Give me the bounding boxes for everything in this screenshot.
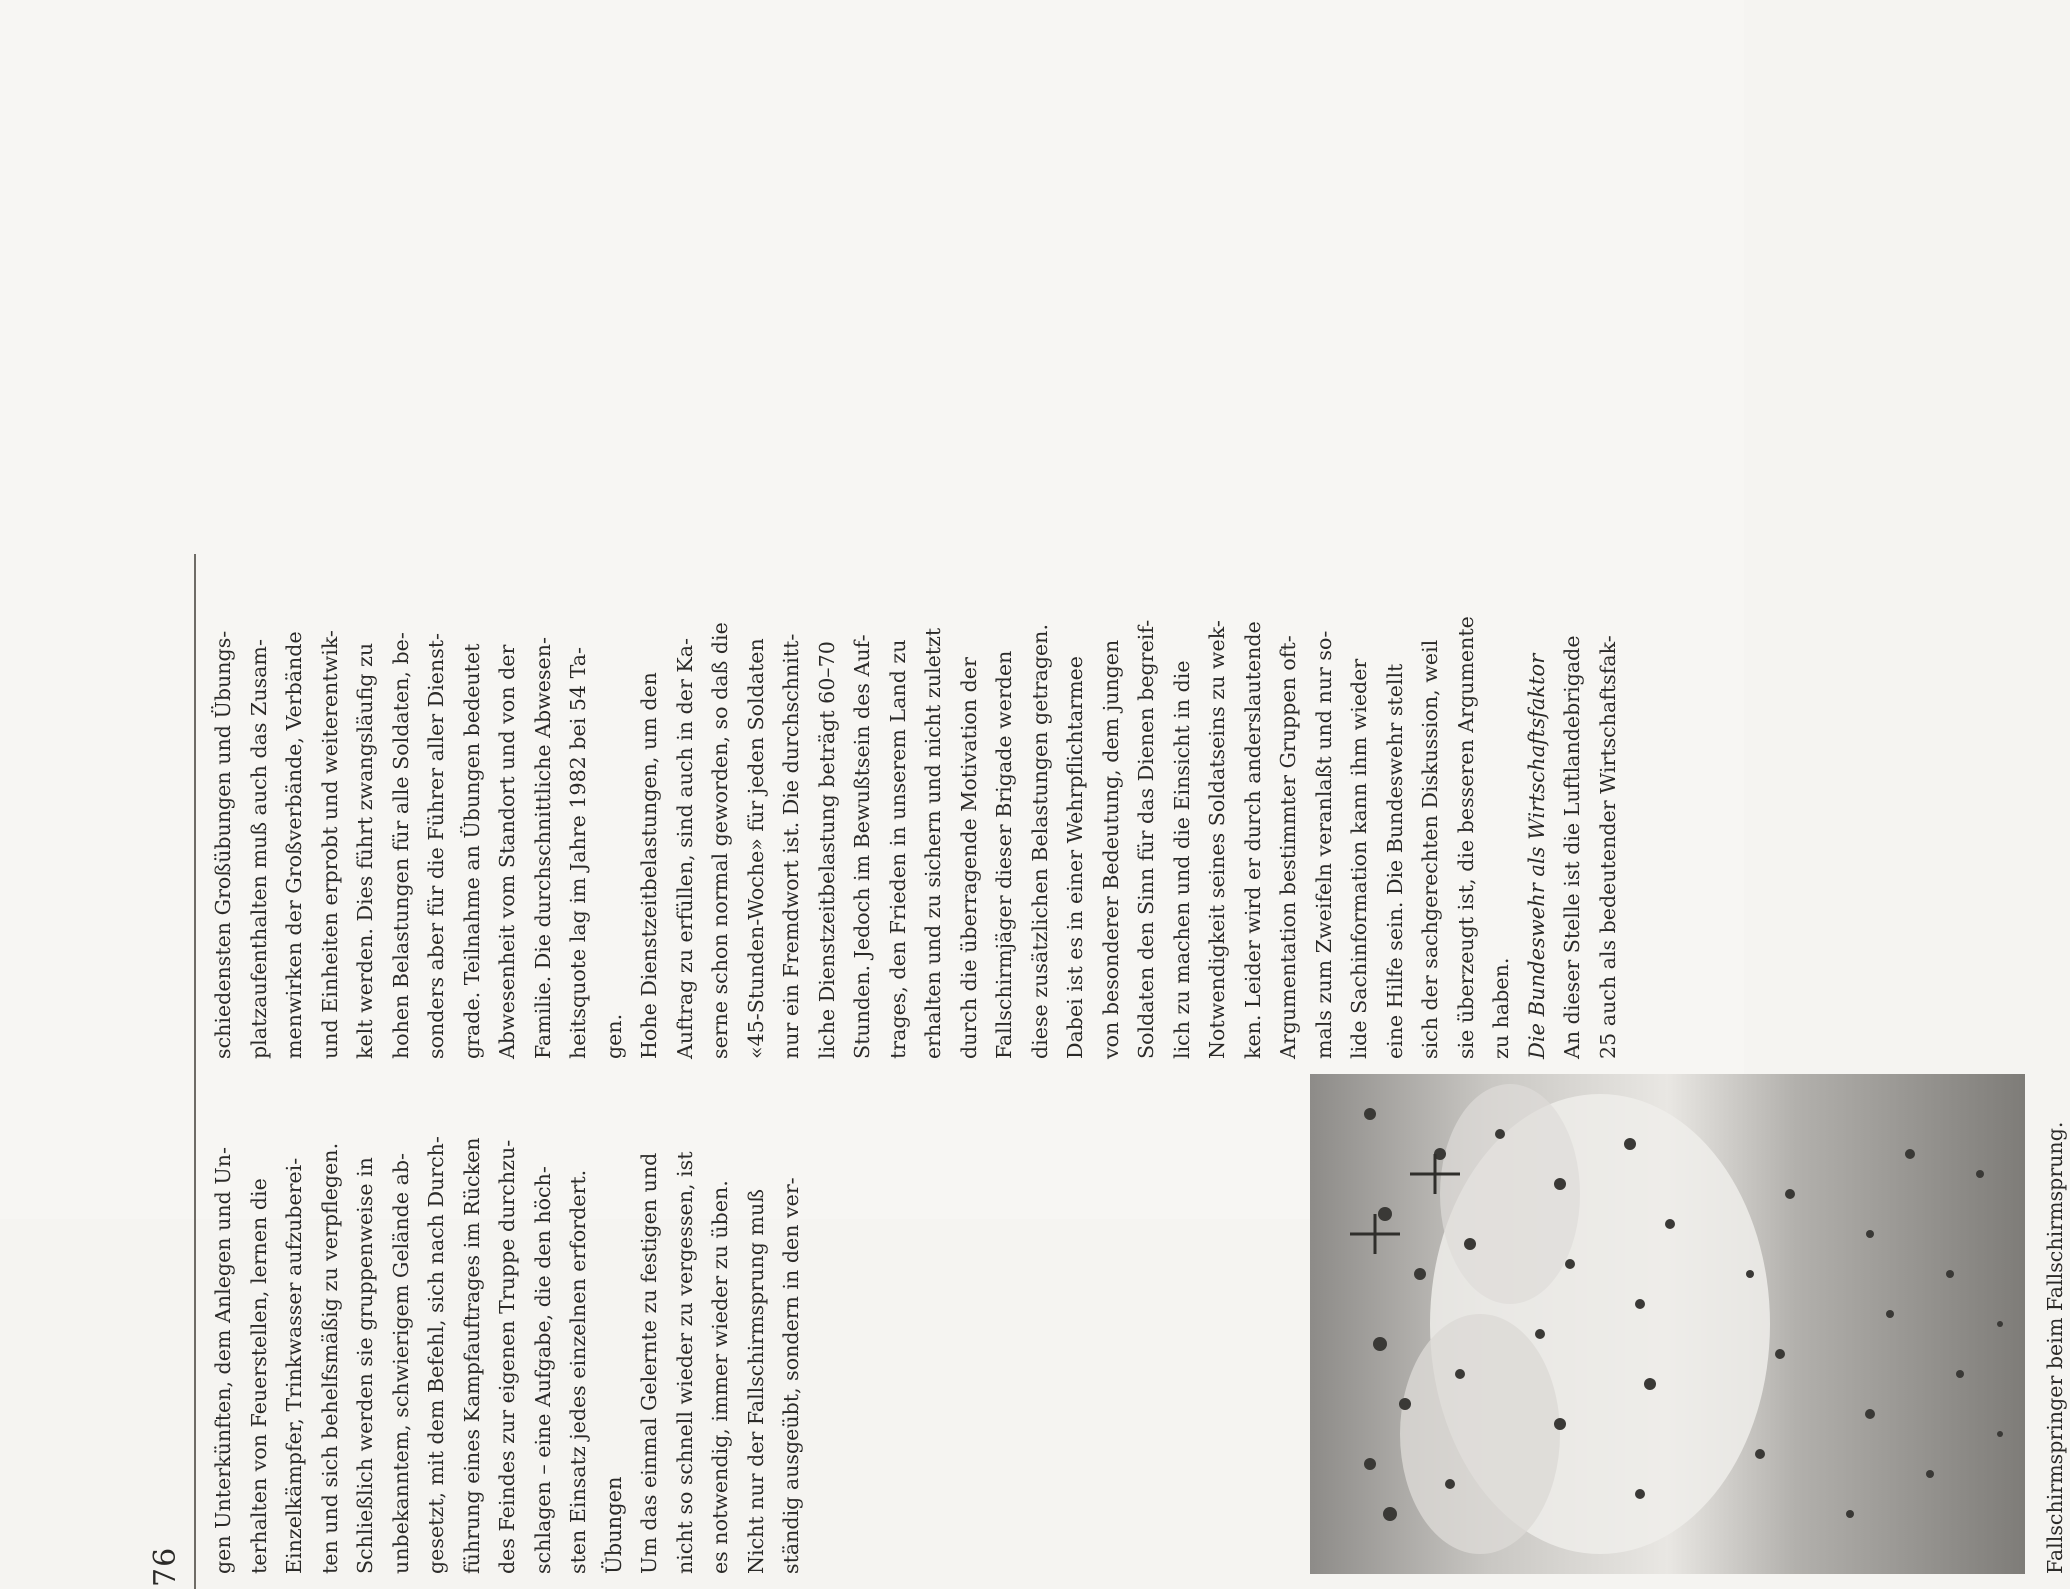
book-page — [148, 529, 2067, 1589]
right-paragraph-absence: schiedensten Großübungen und Übungs- platzaufenthalten muß auch das Zusam- menwirken der Großverbände, Verbände und Einheiten erprobt und weiterentwik- kelt werden. Dies führt zwangsläufig zu hohen Belastungen für alle Soldaten, be- sonders aber für die Führer aller Dienst- grade. Teilnahme an Übungen bedeutet Abwesenheit vom Standort und von der Familie. Die durchschnittliche Abwesen- heitsquote lag im Jahre 1982 bei 54 Ta- gen. — [211, 630, 626, 1059]
paratroopers-photo — [1310, 1074, 2025, 1574]
right-paragraph-economy: An dieser Stelle ist die Luftlandebrigade 25 auch als bedeutender Wirtschaftsfak- — [1560, 635, 1620, 1059]
photo-caption: Fallschirmspringer beim Fallschirmsprung. — [2043, 1121, 2067, 1574]
left-paragraph-survival: gen Unterkünften, dem Anlegen und Un- terhalten von Feuerstellen, lernen die Einzelkämpfer, Trinkwasser aufzuberei- ten und sich behelfsmäßig zu verpflegen. Schließlich werden sie gruppenweise in unbekanntem, schwierigem Gelände ab- gesetzt, mit dem Befehl, sich nach Durch- führung eines Kampfauftrages im Rücken des Feindes zur eigenen Truppe durchzu- schlagen – eine Aufgabe, die den höch- sten Einsatz jedes einzelnen erfordert. — [211, 1136, 590, 1574]
parachute-sky-illustration — [1310, 1074, 2025, 1574]
left-column — [206, 1084, 810, 1574]
cloud-right — [1440, 1084, 1580, 1304]
right-column — [206, 569, 1626, 1059]
header-rule — [194, 554, 196, 1589]
page-number: 76 — [148, 1546, 183, 1587]
cloud-left — [1400, 1314, 1560, 1554]
right-paragraph-workload: Hohe Dienstzeitbelastungen, um den Auftrag zu erfüllen, sind auch in der Ka- serne schon normal geworden, so daß die «45-Stunden-Woche» für jeden Soldaten nur ein Fremdwort ist. Die durchschnitt- liche Dienstzeitbelastung beträgt 60–70 Stunden. Jedoch im Bewußtsein des Auf- trages, den Frieden in unserem Land zu erhalten und zu sichern und nicht zuletzt durch die überragende Motivation der Fallschirmjäger dieser Brigade werden diese zusätzlichen Belastungen getragen. Dabei ist es in einer Wehrpflichtarmee von besonderer Bedeutung, dem jungen Soldaten den Sinn für das Dienen begreif- lich zu machen und die Einsicht in die Notwendigkeit seines Soldatseins zu wek- ken. Leider wird er durch anderslautende Argumentation bestimmter Gruppen oft- mals zum Zweifeln veranlaßt und nur so- lide Sachinformation kann ihm wieder eine Hilfe sein. Die Bundeswehr stellt sich der sachgerechten Diskussion, weil sie überzeugt ist, die besseren Argumente zu haben. — [637, 616, 1513, 1059]
left-paragraph-exercises: Um das einmal Gelernte zu festigen und nicht so schnell wieder zu vergessen, ist es notwendig, immer wieder zu üben. Nicht nur der Fallschirmsprung muß ständig ausgeübt, sondern in den ver- — [637, 1151, 803, 1574]
section-heading-exercises: Übungen — [601, 1476, 626, 1574]
section-heading-economy: Die Bundeswehr als Wirtschaftsfaktor — [1524, 653, 1549, 1059]
